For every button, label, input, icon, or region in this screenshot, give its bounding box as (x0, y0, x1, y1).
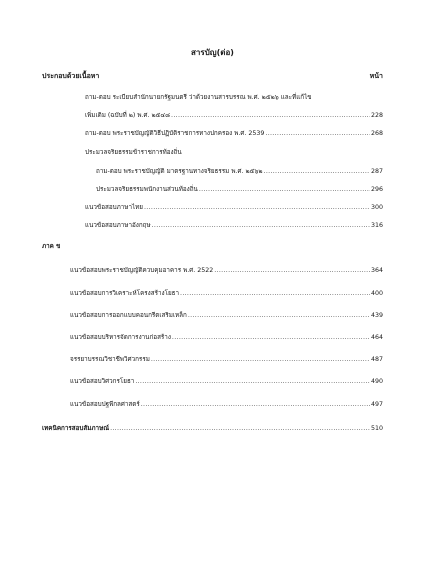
toc-entry-thai (85, 203, 383, 213)
toc-entry-page: 487 (370, 356, 383, 363)
section-heading-part-b: ภาค ข (42, 243, 61, 250)
toc-leader-dots (214, 266, 370, 276)
toc-leader-dots (265, 129, 370, 139)
toc-header-page: หน้า (369, 72, 383, 80)
toc-entry-text: เทคนิคการสอบสัมภาษณ์ (42, 425, 110, 432)
toc-entry-page: 287 (370, 168, 383, 175)
toc-entry-page: 464 (370, 334, 383, 341)
toc-leader-dots (110, 424, 370, 434)
toc-entry-page: 497 (370, 401, 383, 408)
toc-entry-page: 490 (370, 378, 383, 385)
toc-entry-text: แนวข้อสอบภาษาอังกฤษ (85, 222, 151, 229)
toc-entry-page: 316 (370, 222, 383, 229)
toc-entry-text: แนวข้อสอบภาษาไทย (85, 204, 143, 211)
toc-leader-dots (172, 333, 370, 343)
toc-entry-text: แนวข้อสอบปฐพีกลศาสตร์ (70, 401, 140, 408)
toc-entry-ethics-local (96, 185, 383, 195)
toc-entry-structural-analysis (70, 289, 383, 299)
toc-entry-page: 364 (370, 267, 383, 274)
toc-entry-page: 439 (370, 312, 383, 319)
toc-entry-text: เพิ่มเติม (ฉบับที่ ๒) พ.ศ. ๒๕๔๘ (85, 112, 171, 119)
toc-entry-page: 268 (370, 130, 383, 137)
toc-leader-dots (188, 311, 370, 321)
toc-leader-dots (171, 111, 370, 121)
toc-leader-dots (141, 400, 370, 410)
toc-entry-page: 296 (370, 186, 383, 193)
toc-leader-dots (144, 203, 370, 213)
toc-subheading-ethics: ประมวลจริยธรรมข้าราชการท้องถิ่น (85, 149, 182, 156)
toc-leader-dots (135, 377, 370, 387)
toc-entry-page: 300 (370, 204, 383, 211)
toc-leader-dots (264, 167, 370, 177)
toc-entry-text: แนวข้อสอบการวิเคราะห์โครงสร้างโยธา (70, 290, 180, 297)
page-title: สารบัญ(ต่อ) (191, 48, 234, 57)
toc-entry-admin-procedure (85, 129, 383, 139)
toc-leader-dots (151, 355, 370, 365)
toc-entry-text: จรรยาบรรณวิชาชีพวิศวกรรม (70, 356, 150, 363)
toc-entry-text: แนวข้อสอบการออกแบบคอนกรีตเสริมเหล็ก (70, 312, 187, 319)
toc-leader-dots (199, 185, 370, 195)
toc-entry-text: ประมวลจริยธรรมพนักงานส่วนท้องถิ่น (96, 186, 198, 193)
toc-entry-text: แนวข้อสอบวิศวกรโยธา (70, 378, 135, 385)
toc-entry-civil-engineer (70, 377, 383, 387)
toc-entry-page: 400 (370, 290, 383, 297)
toc-entry-engineering-ethics (70, 355, 383, 365)
toc-entry-construction-management (70, 333, 383, 343)
toc-header-contents: ประกอบด้วยเนื้อหา (42, 72, 100, 80)
toc-entry-reinforced-concrete (70, 311, 383, 321)
toc-entry-building-control (70, 266, 383, 276)
toc-leader-dots (152, 221, 370, 231)
toc-header (42, 71, 383, 81)
toc-entry-ethics-standard (96, 167, 383, 177)
toc-entry-saraban (85, 111, 383, 121)
toc-entry-english (85, 221, 383, 231)
toc-entry-text: แนวข้อสอบพระราชบัญญัติควบคุมอาคาร พ.ศ. 2522 (70, 267, 214, 274)
toc-entry-page: 228 (370, 112, 383, 119)
toc-entry-text: ถาม-ตอบ พระราชบัญญัติวิธีปฏิบัติราชการทางปกครอง พ.ศ. 2539 (85, 130, 265, 137)
toc-entry-saraban-line1: ถาม-ตอบ ระเบียบสำนักนายกรัฐมนตรี ว่าด้วยงานสารบรรณ พ.ศ. ๒๕๒๖ และที่แก้ไข (85, 94, 312, 101)
toc-entry-interview (42, 424, 383, 434)
toc-entry-soil-mechanics (70, 400, 383, 410)
toc-entry-page: 510 (370, 425, 383, 432)
toc-entry-text: แนวข้อสอบบริหารจัดการงานก่อสร้าง (70, 334, 171, 341)
toc-entry-text: ถาม-ตอบ พระราชบัญญัติ มาตรฐานทางจริยธรรม พ.ศ. ๒๕๖๒ (96, 168, 263, 175)
toc-leader-dots (180, 289, 370, 299)
